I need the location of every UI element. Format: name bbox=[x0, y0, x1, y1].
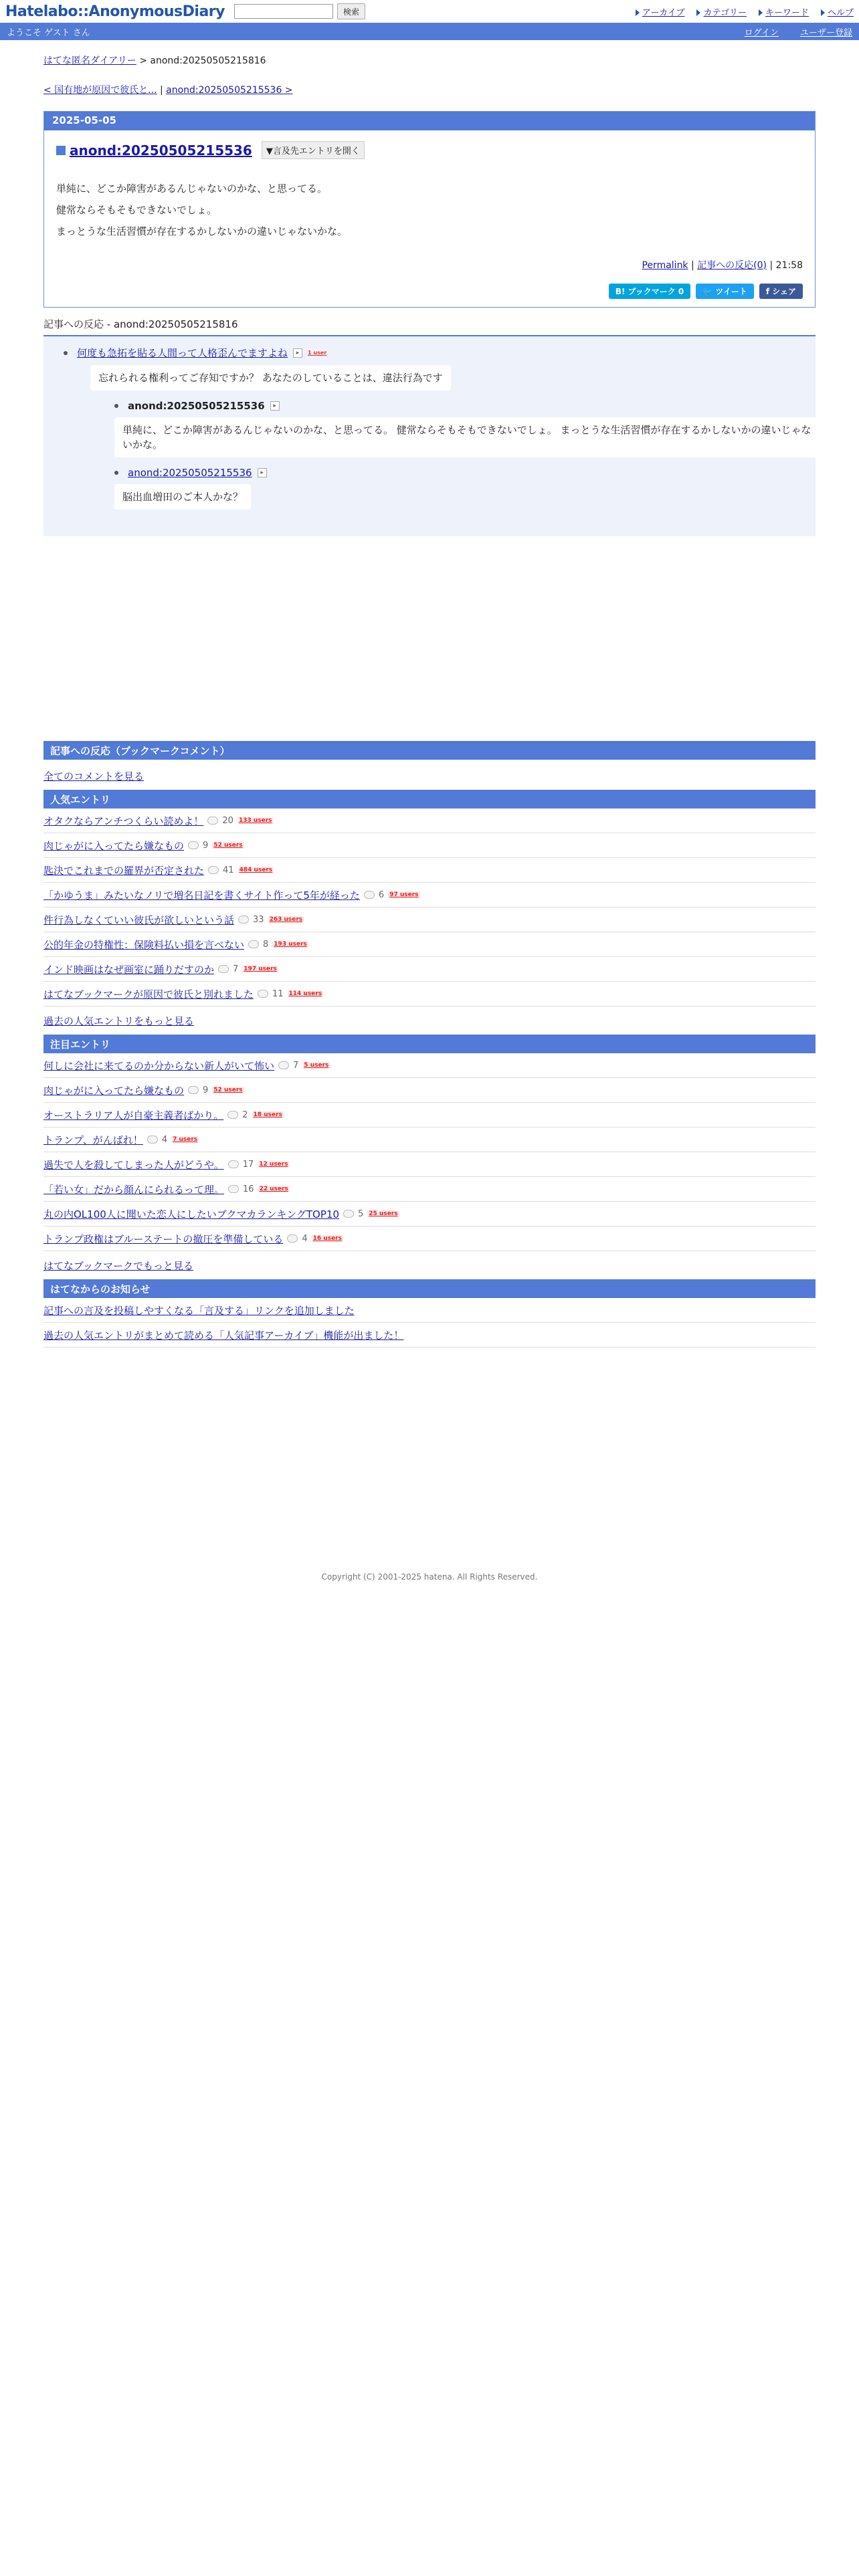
comment-count: 2 bbox=[242, 1109, 248, 1120]
entry-link[interactable]: トランプ、がんばれ！ bbox=[43, 1134, 143, 1146]
comment-icon bbox=[238, 916, 249, 924]
nav-category-link[interactable]: カテゴリー bbox=[703, 7, 747, 18]
notice-link[interactable]: 過去の人気エントリがまとめて読める「人気記事アーカイブ」機能が出ました！ bbox=[43, 1329, 404, 1341]
comment-count: 41 bbox=[223, 865, 234, 875]
comment-icon bbox=[147, 1136, 158, 1144]
tweet-label: ツイート bbox=[715, 287, 747, 296]
comment-icon bbox=[287, 1235, 298, 1243]
prev-entry-link[interactable]: < 国有地が原因で彼氏と... bbox=[43, 85, 157, 96]
share-label: シェア bbox=[772, 287, 796, 296]
entry-link[interactable]: 公的年金の特権性：保険料払い損を言べない bbox=[43, 938, 245, 951]
entry-pager bbox=[43, 83, 816, 96]
reaction-quote: 忘れられる権利ってご存知ですか？ あなたのしていることは、違法行為です bbox=[90, 365, 451, 391]
bookmark-users-badge[interactable]: 133 users bbox=[238, 817, 272, 824]
comment-count: 20 bbox=[222, 815, 233, 826]
notice-row bbox=[43, 1298, 816, 1323]
square-icon bbox=[56, 146, 66, 155]
entry-date: 2025-05-05 bbox=[44, 112, 815, 130]
notices-heading: はてなからのお知らせ bbox=[43, 1279, 816, 1298]
entry-link[interactable]: オーストラリア人が自豪主義者ばかり。 bbox=[43, 1109, 224, 1121]
entry-row bbox=[43, 1226, 816, 1251]
account-links bbox=[745, 25, 852, 38]
comment-count: 33 bbox=[253, 914, 264, 925]
entry-link[interactable]: 件行為しなくていい彼氏が欲しいという話 bbox=[43, 914, 235, 926]
all-comments-link[interactable]: 全てのコメントを見る bbox=[43, 770, 145, 782]
comment-icon bbox=[343, 1210, 354, 1218]
entry-row bbox=[43, 982, 816, 1006]
entry-line: まっとうな生活習慣が存在するかしないかの違いじゃないかな。 bbox=[56, 225, 348, 237]
featured-heading: 注目エントリ bbox=[43, 1035, 816, 1053]
reactions-tree bbox=[43, 336, 816, 536]
comment-count: 8 bbox=[263, 939, 269, 950]
bookmark-users-badge[interactable]: 25 users bbox=[369, 1210, 398, 1217]
bookmark-users-badge[interactable]: 52 users bbox=[213, 1087, 243, 1093]
entry-footer: Permalink | 記事への反応(0) | 21:58 bbox=[642, 260, 803, 271]
share-buttons bbox=[56, 284, 803, 299]
nav-help[interactable] bbox=[821, 5, 854, 18]
bullet-icon bbox=[64, 351, 68, 355]
comment-count: 4 bbox=[161, 1134, 168, 1145]
entry-title-row bbox=[56, 141, 803, 159]
reaction-root bbox=[64, 346, 795, 360]
entry-row bbox=[43, 809, 816, 833]
top-bar bbox=[0, 0, 859, 23]
comment-count: 11 bbox=[272, 988, 284, 999]
entry-link[interactable]: 肉じゃがに入ってたら嫌なもの bbox=[43, 839, 185, 852]
expand-icon[interactable]: ▸ bbox=[258, 468, 267, 477]
featured-more-link[interactable]: はてなブックマークでもっと見る bbox=[43, 1259, 193, 1272]
facebook-share-button[interactable]: f シェア bbox=[759, 284, 803, 299]
entry-body bbox=[44, 130, 815, 307]
entry-row bbox=[43, 1103, 816, 1128]
entry-row bbox=[43, 957, 816, 982]
entry-link[interactable]: 何しに会社に来てるのか分からない新人がいて怖い bbox=[43, 1059, 275, 1072]
comment-count: 5 bbox=[358, 1208, 364, 1219]
entry-row bbox=[43, 858, 816, 883]
comment-icon bbox=[258, 990, 268, 998]
copyright: Copyright (C) 2001-2025 hatena. All Rights Reserved. bbox=[321, 1572, 538, 1582]
entry-row bbox=[43, 932, 816, 957]
site-logo[interactable]: Hatelabo::AnonymousDiary bbox=[5, 3, 225, 20]
comment-icon bbox=[207, 817, 218, 825]
bookmark-users-badge[interactable]: 1 user bbox=[308, 350, 327, 356]
entry-row bbox=[43, 1152, 816, 1177]
entry-link[interactable]: 肉じゃがに入ってたら嫌なもの bbox=[43, 1084, 185, 1097]
comment-count: 9 bbox=[203, 1085, 209, 1095]
pager-separator: | bbox=[159, 85, 163, 96]
reaction-child bbox=[114, 400, 795, 412]
comment-icon bbox=[188, 841, 199, 849]
entry-row bbox=[43, 833, 816, 858]
nav-keyword-link[interactable]: キーワード bbox=[765, 7, 809, 18]
breadcrumb-home[interactable]: はてな匿名ダイアリー bbox=[43, 56, 136, 66]
entry-link[interactable]: 匙決でこれまでの羅界が否定された bbox=[43, 864, 205, 877]
reactions-link[interactable]: 記事への反応(0) bbox=[697, 260, 767, 271]
comment-count: 9 bbox=[203, 840, 209, 851]
bookmark-users-badge[interactable]: 114 users bbox=[288, 990, 322, 997]
reaction-quote: 脳出血増田のご本人かな？ bbox=[114, 484, 251, 510]
entry-link[interactable]: オタクならアンチつくらい読めよ！ bbox=[43, 815, 204, 827]
permalink[interactable]: Permalink bbox=[642, 260, 688, 271]
notice-row bbox=[43, 1323, 816, 1348]
triangle-right-icon bbox=[696, 9, 700, 16]
nav-help-link[interactable]: ヘルプ bbox=[827, 7, 854, 18]
entry-link[interactable]: インド映画はなぜ画室に踊りだすのか bbox=[43, 963, 215, 976]
all-comments-row bbox=[43, 760, 816, 790]
comment-icon bbox=[208, 866, 219, 874]
featured-more-row bbox=[43, 1251, 816, 1279]
breadcrumb bbox=[43, 53, 816, 67]
nav-keyword[interactable] bbox=[759, 5, 809, 18]
entry-row bbox=[43, 1202, 816, 1226]
tweet-button[interactable]: 🐦 ツイート bbox=[696, 284, 754, 299]
nav-archive-link[interactable]: アーカイブ bbox=[642, 7, 685, 18]
hatena-bookmark-button[interactable]: B! ブックマーク 0 bbox=[609, 284, 691, 299]
entry-link[interactable]: 「若い女」だから顔んにられるって理。 bbox=[43, 1183, 225, 1196]
entry-link[interactable]: はてなブックマークが原因で彼氏と別れました bbox=[43, 988, 254, 1000]
main-content bbox=[43, 40, 816, 1582]
reaction-root-link[interactable]: 何度も急拓を貼る人間って人格歪んでますよね bbox=[77, 347, 288, 359]
entry-link[interactable]: トランプ政権はブルーステートの撤圧を準備している bbox=[43, 1232, 284, 1245]
entry-row bbox=[43, 1128, 816, 1152]
reaction-child-link[interactable]: anond:20250505215536 bbox=[128, 467, 252, 479]
day-entry bbox=[43, 111, 816, 308]
comment-count: 4 bbox=[302, 1233, 308, 1244]
entry-row bbox=[43, 1078, 816, 1103]
reaction-quote: 単純に、どこか障害があるんじゃないのかな、と思ってる。 健常ならそもそもできないでしょ。 まっとうな生活習慣が存在するかしないかの違いじゃないかな。 bbox=[114, 417, 821, 457]
entry-row bbox=[43, 1053, 816, 1078]
reaction-children bbox=[114, 400, 812, 519]
expand-icon[interactable]: ▸ bbox=[293, 348, 302, 358]
ad-space bbox=[43, 536, 816, 741]
bookmark-comments-heading: 記事への反応（ブックマークコメント） bbox=[43, 741, 816, 760]
expand-icon[interactable]: ▸ bbox=[270, 401, 280, 411]
search-input[interactable] bbox=[234, 4, 333, 19]
bookmark-users-badge[interactable]: 16 users bbox=[312, 1235, 342, 1242]
bookmark-users-badge[interactable]: 5 users bbox=[304, 1062, 329, 1069]
reactions-heading: 記事への反応 - anond:20250505215816 bbox=[43, 314, 816, 336]
comment-icon bbox=[227, 1111, 238, 1119]
entry-row bbox=[43, 883, 816, 907]
comment-count: 7 bbox=[233, 964, 239, 974]
triangle-right-icon bbox=[636, 9, 640, 16]
entry-title[interactable]: anond:20250505215536 bbox=[70, 142, 252, 158]
breadcrumb-current: anond:20250505215816 bbox=[150, 56, 266, 66]
comment-icon bbox=[188, 1086, 199, 1094]
bookmark-users-badge[interactable]: 484 users bbox=[239, 867, 273, 873]
notice-link[interactable]: 記事への言及を投稿しやすくなる「言及する」リンクを追加しました bbox=[43, 1304, 355, 1317]
bookmark-users-badge[interactable]: 197 users bbox=[244, 966, 277, 972]
search-button[interactable]: 検索 bbox=[337, 3, 365, 19]
featured-list bbox=[43, 1053, 816, 1251]
bookmark-users-badge[interactable]: 193 users bbox=[274, 941, 307, 948]
bookmark-users-badge[interactable]: 52 users bbox=[213, 842, 243, 849]
popular-heading: 人気エントリ bbox=[43, 790, 816, 809]
bookmark-users-badge[interactable]: 12 users bbox=[259, 1161, 288, 1168]
breadcrumb-separator: > bbox=[139, 56, 147, 66]
comment-count: 17 bbox=[242, 1159, 254, 1170]
bookmark-users-badge[interactable]: 97 users bbox=[389, 891, 419, 898]
comment-icon bbox=[248, 940, 259, 948]
top-nav bbox=[636, 5, 854, 18]
comment-icon bbox=[278, 1061, 289, 1069]
entry-row bbox=[43, 907, 816, 932]
entry-row bbox=[43, 1177, 816, 1202]
entry-time: 21:58 bbox=[775, 260, 803, 271]
entry-link[interactable]: 過失で人を殺してしまった人がどうや。 bbox=[43, 1158, 224, 1171]
bookmark-users-badge[interactable]: 263 users bbox=[269, 916, 303, 923]
comment-icon bbox=[364, 891, 375, 899]
register-link[interactable]: ユーザー登録 bbox=[799, 27, 852, 38]
search-form bbox=[234, 3, 365, 19]
popular-more-link[interactable]: 過去の人気エントリをもっと見る bbox=[43, 1014, 195, 1027]
popular-more-row bbox=[43, 1006, 816, 1035]
triangle-right-icon bbox=[759, 9, 763, 16]
nav-archive[interactable] bbox=[636, 5, 685, 18]
next-entry-link[interactable]: anond:20250505215536 > bbox=[166, 85, 293, 96]
comment-count: 7 bbox=[293, 1060, 299, 1071]
popular-list bbox=[43, 809, 816, 1006]
comment-icon bbox=[228, 1185, 239, 1193]
reaction-child-title: anond:20250505215536 bbox=[128, 400, 265, 412]
welcome-text: ようこそ ゲスト さん bbox=[7, 27, 90, 38]
welcome-bar bbox=[0, 23, 859, 40]
bullet-icon bbox=[114, 471, 118, 475]
reaction-child bbox=[114, 467, 795, 479]
triangle-right-icon bbox=[821, 9, 825, 16]
bullet-icon bbox=[114, 404, 118, 408]
open-reference-button[interactable]: ▼言及先エントリを開く bbox=[262, 141, 365, 159]
nav-category[interactable] bbox=[696, 5, 746, 18]
comment-icon bbox=[228, 1160, 239, 1168]
comment-count: 16 bbox=[243, 1184, 254, 1194]
bookmark-users-badge[interactable]: 18 users bbox=[253, 1111, 282, 1118]
bookmark-users-badge[interactable]: 7 users bbox=[173, 1136, 198, 1143]
comment-count: 6 bbox=[378, 889, 385, 900]
comment-icon bbox=[218, 965, 229, 973]
bookmark-users-badge[interactable]: 22 users bbox=[259, 1186, 288, 1192]
entry-link[interactable]: 「かゆうま」みたいなノリで増名日記を書くサイト作って5年が経った bbox=[43, 889, 360, 901]
entry-line: 単純に、どこか障害があるんじゃないのかな、と思ってる。 bbox=[56, 183, 328, 195]
login-link[interactable]: ログイン bbox=[744, 27, 779, 38]
entry-link[interactable]: 丸の内OL100人に聞いた恋人にしたいブクマカランキングTOP10 bbox=[43, 1208, 339, 1220]
entry-line: 健常ならそもそもできないでしょ。 bbox=[56, 204, 217, 216]
